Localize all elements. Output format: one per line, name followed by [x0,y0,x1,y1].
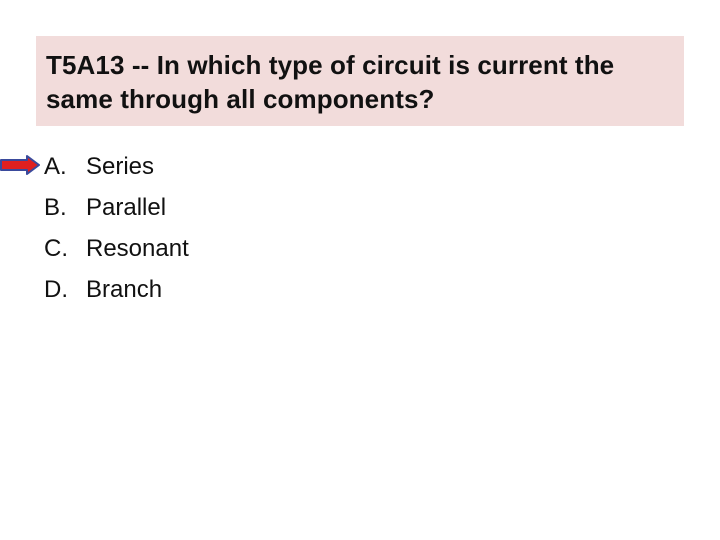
option-letter: D. [44,275,68,303]
option-text: Series [86,152,155,180]
answer-options [44,146,189,310]
option-b[interactable] [44,187,189,228]
option-text: Branch [86,275,163,303]
arrow-right-icon [0,155,40,175]
option-a[interactable] [44,146,189,187]
question-text: T5A13 -- In which type of circuit is current the same through all components? [46,50,615,114]
option-text: Resonant [86,234,189,262]
option-c[interactable] [44,228,189,269]
question-box [36,36,684,126]
option-d[interactable] [44,269,189,310]
option-letter: A. [44,152,67,180]
option-letter: C. [44,234,68,262]
option-letter: B. [44,193,67,221]
option-text: Parallel [86,193,167,221]
